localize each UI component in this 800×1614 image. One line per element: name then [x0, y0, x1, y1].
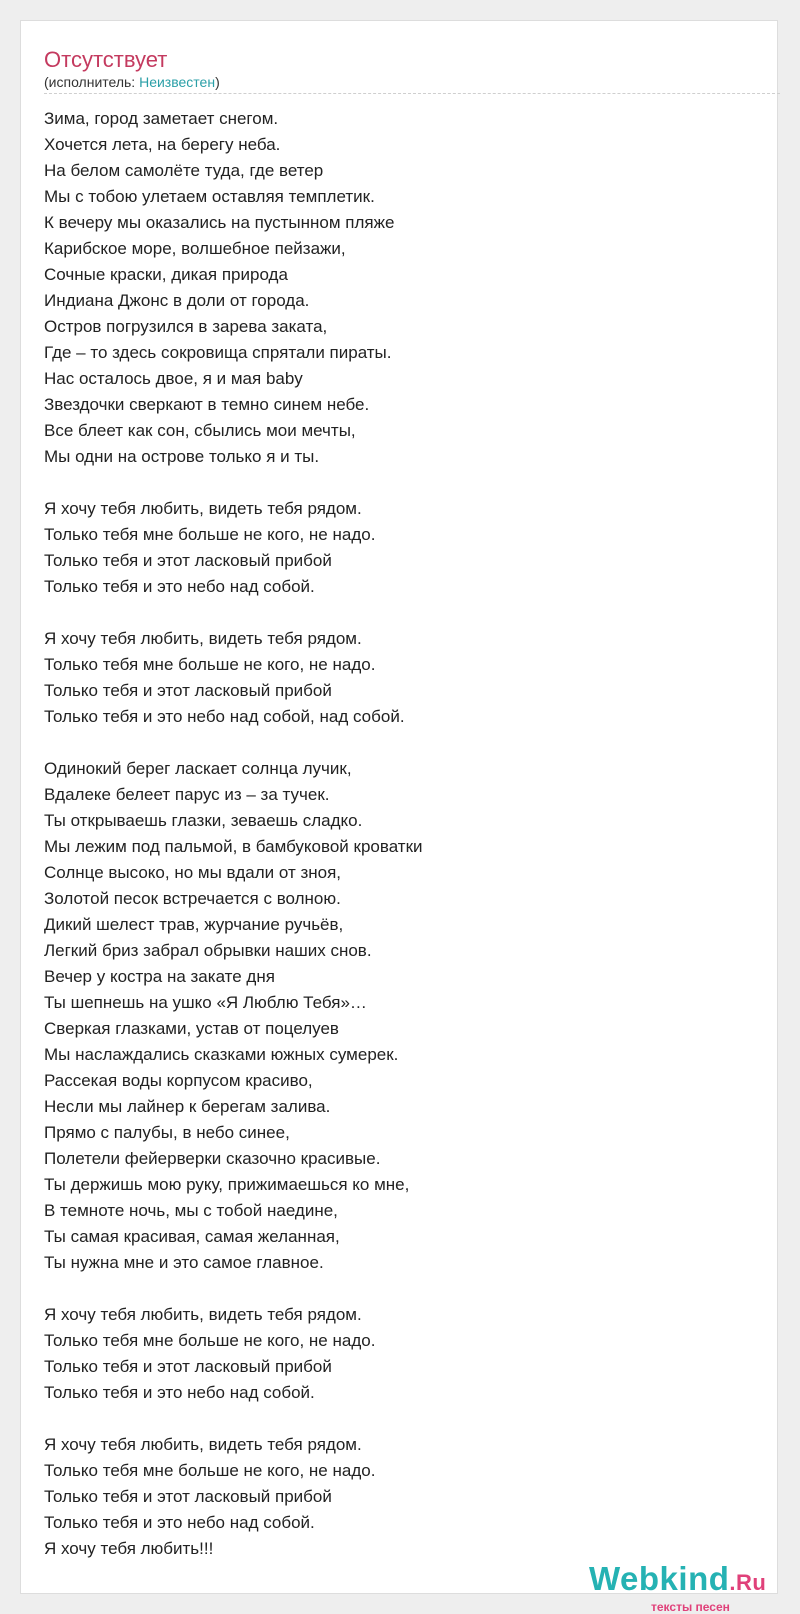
lyric-line: Только тебя и этот ласковый прибой — [44, 1357, 332, 1376]
lyric-line: Вечер у костра на закате дня — [44, 967, 275, 986]
lyric-line: Только тебя и этот ласковый прибой — [44, 1487, 332, 1506]
lyric-line: Хочется лета, на берегу неба. — [44, 135, 281, 154]
artist-prefix: (исполнитель: — [44, 74, 140, 90]
lyric-line: Дикий шелест трав, журчание ручьёв, — [44, 915, 344, 934]
lyric-line: Я хочу тебя любить!!! — [44, 1539, 214, 1558]
site-logo[interactable] — [589, 1560, 789, 1614]
lyric-line: Звездочки сверкают в темно синем небе. — [44, 395, 370, 414]
lyric-line: Только тебя и это небо над собой. — [44, 577, 315, 596]
song-title: Отсутствует — [44, 47, 168, 72]
logo-tagline: тексты песен — [651, 1600, 730, 1614]
logo-wordmark — [589, 1560, 766, 1598]
lyric-line: Сочные краски, дикая природа — [44, 265, 288, 284]
lyric-line: Прямо с палубы, в небо синее, — [44, 1123, 290, 1142]
lyric-line: Солнце высоко, но мы вдали от зноя, — [44, 863, 342, 882]
lyric-line: Все блеет как сон, сбылись мои мечты, — [44, 421, 356, 440]
lyric-line: Ты открываешь глазки, зеваешь сладко. — [44, 811, 363, 830]
stanza-break — [44, 470, 423, 496]
lyric-line: Легкий бриз забрал обрывки наших снов. — [44, 941, 372, 960]
artist-suffix: ) — [215, 74, 220, 90]
lyric-line: Только тебя и этот ласковый прибой — [44, 551, 332, 570]
lyric-line: Золотой песок встречается с волною. — [44, 889, 341, 908]
lyric-line: Я хочу тебя любить, видеть тебя рядом. — [44, 499, 362, 518]
lyric-line: Мы наслаждались сказками южных сумерек. — [44, 1045, 399, 1064]
stanza-break — [44, 1406, 423, 1432]
lyric-line: Я хочу тебя любить, видеть тебя рядом. — [44, 1305, 362, 1324]
lyric-line: Остров погрузился в зарева заката, — [44, 317, 328, 336]
lyric-line: Только тебя и это небо над собой. — [44, 1383, 315, 1402]
lyric-line: На белом самолёте туда, где ветер — [44, 161, 324, 180]
stanza-break — [44, 600, 423, 626]
lyric-line: Полетели фейерверки сказочно красивые. — [44, 1149, 381, 1168]
lyric-line: Карибское море, волшебное пейзажи, — [44, 239, 346, 258]
lyric-line: К вечеру мы оказались на пустынном пляже — [44, 213, 395, 232]
lyric-line: Сверкая глазками, устав от поцелуев — [44, 1019, 339, 1038]
stanza-break — [44, 1276, 423, 1302]
lyric-line: Рассекая воды корпусом красиво, — [44, 1071, 313, 1090]
artist-line — [44, 74, 220, 90]
lyric-line: Я хочу тебя любить, видеть тебя рядом. — [44, 1435, 362, 1454]
lyric-line: Ты нужна мне и это самое главное. — [44, 1253, 324, 1272]
logo-tld: .Ru — [729, 1570, 767, 1595]
lyric-line: Несли мы лайнер к берегам залива. — [44, 1097, 331, 1116]
lyric-line: Где – то здесь сокровища спрятали пираты. — [44, 343, 392, 362]
lyric-line: Только тебя и это небо над собой. — [44, 1513, 315, 1532]
artist-link[interactable]: Неизвестен — [139, 74, 216, 90]
lyric-line: Индиана Джонс в доли от города. — [44, 291, 310, 310]
lyric-line: В темноте ночь, мы с тобой наедине, — [44, 1201, 338, 1220]
lyric-line: Я хочу тебя любить, видеть тебя рядом. — [44, 629, 362, 648]
lyric-line: Только тебя мне больше не кого, не надо. — [44, 1461, 376, 1480]
lyric-line: Мы с тобою улетаем оставляя темплетик. — [44, 187, 375, 206]
logo-name: Webkind — [589, 1560, 730, 1597]
lyric-line: Нас осталось двое, я и мая baby — [44, 369, 303, 388]
lyric-line: Только тебя мне больше не кого, не надо. — [44, 525, 376, 544]
lyric-line: Только тебя мне больше не кого, не надо. — [44, 1331, 376, 1350]
lyric-line: Зима, город заметает снегом. — [44, 109, 279, 128]
lyric-line: Ты шепнешь на ушко «Я Люблю Тебя»… — [44, 993, 367, 1012]
lyric-line: Только тебя и этот ласковый прибой — [44, 681, 332, 700]
lyrics-card — [20, 20, 778, 1614]
lyric-line: Ты держишь мою руку, прижимаешься ко мне, — [44, 1175, 410, 1194]
lyric-line: Ты самая красивая, самая желанная, — [44, 1227, 340, 1246]
lyric-line: Только тебя и это небо над собой, над собой. — [44, 707, 405, 726]
title-divider — [44, 93, 780, 94]
lyrics-text — [44, 106, 423, 1562]
stanza-break — [44, 730, 423, 756]
lyric-line: Мы одни на острове только я и ты. — [44, 447, 320, 466]
lyric-line: Только тебя мне больше не кого, не надо. — [44, 655, 376, 674]
lyric-line: Вдалеке белеет парус из – за тучек. — [44, 785, 330, 804]
lyric-line: Мы лежим под пальмой, в бамбуковой кроватки — [44, 837, 423, 856]
lyric-line: Одинокий берег ласкает солнца лучик, — [44, 759, 352, 778]
